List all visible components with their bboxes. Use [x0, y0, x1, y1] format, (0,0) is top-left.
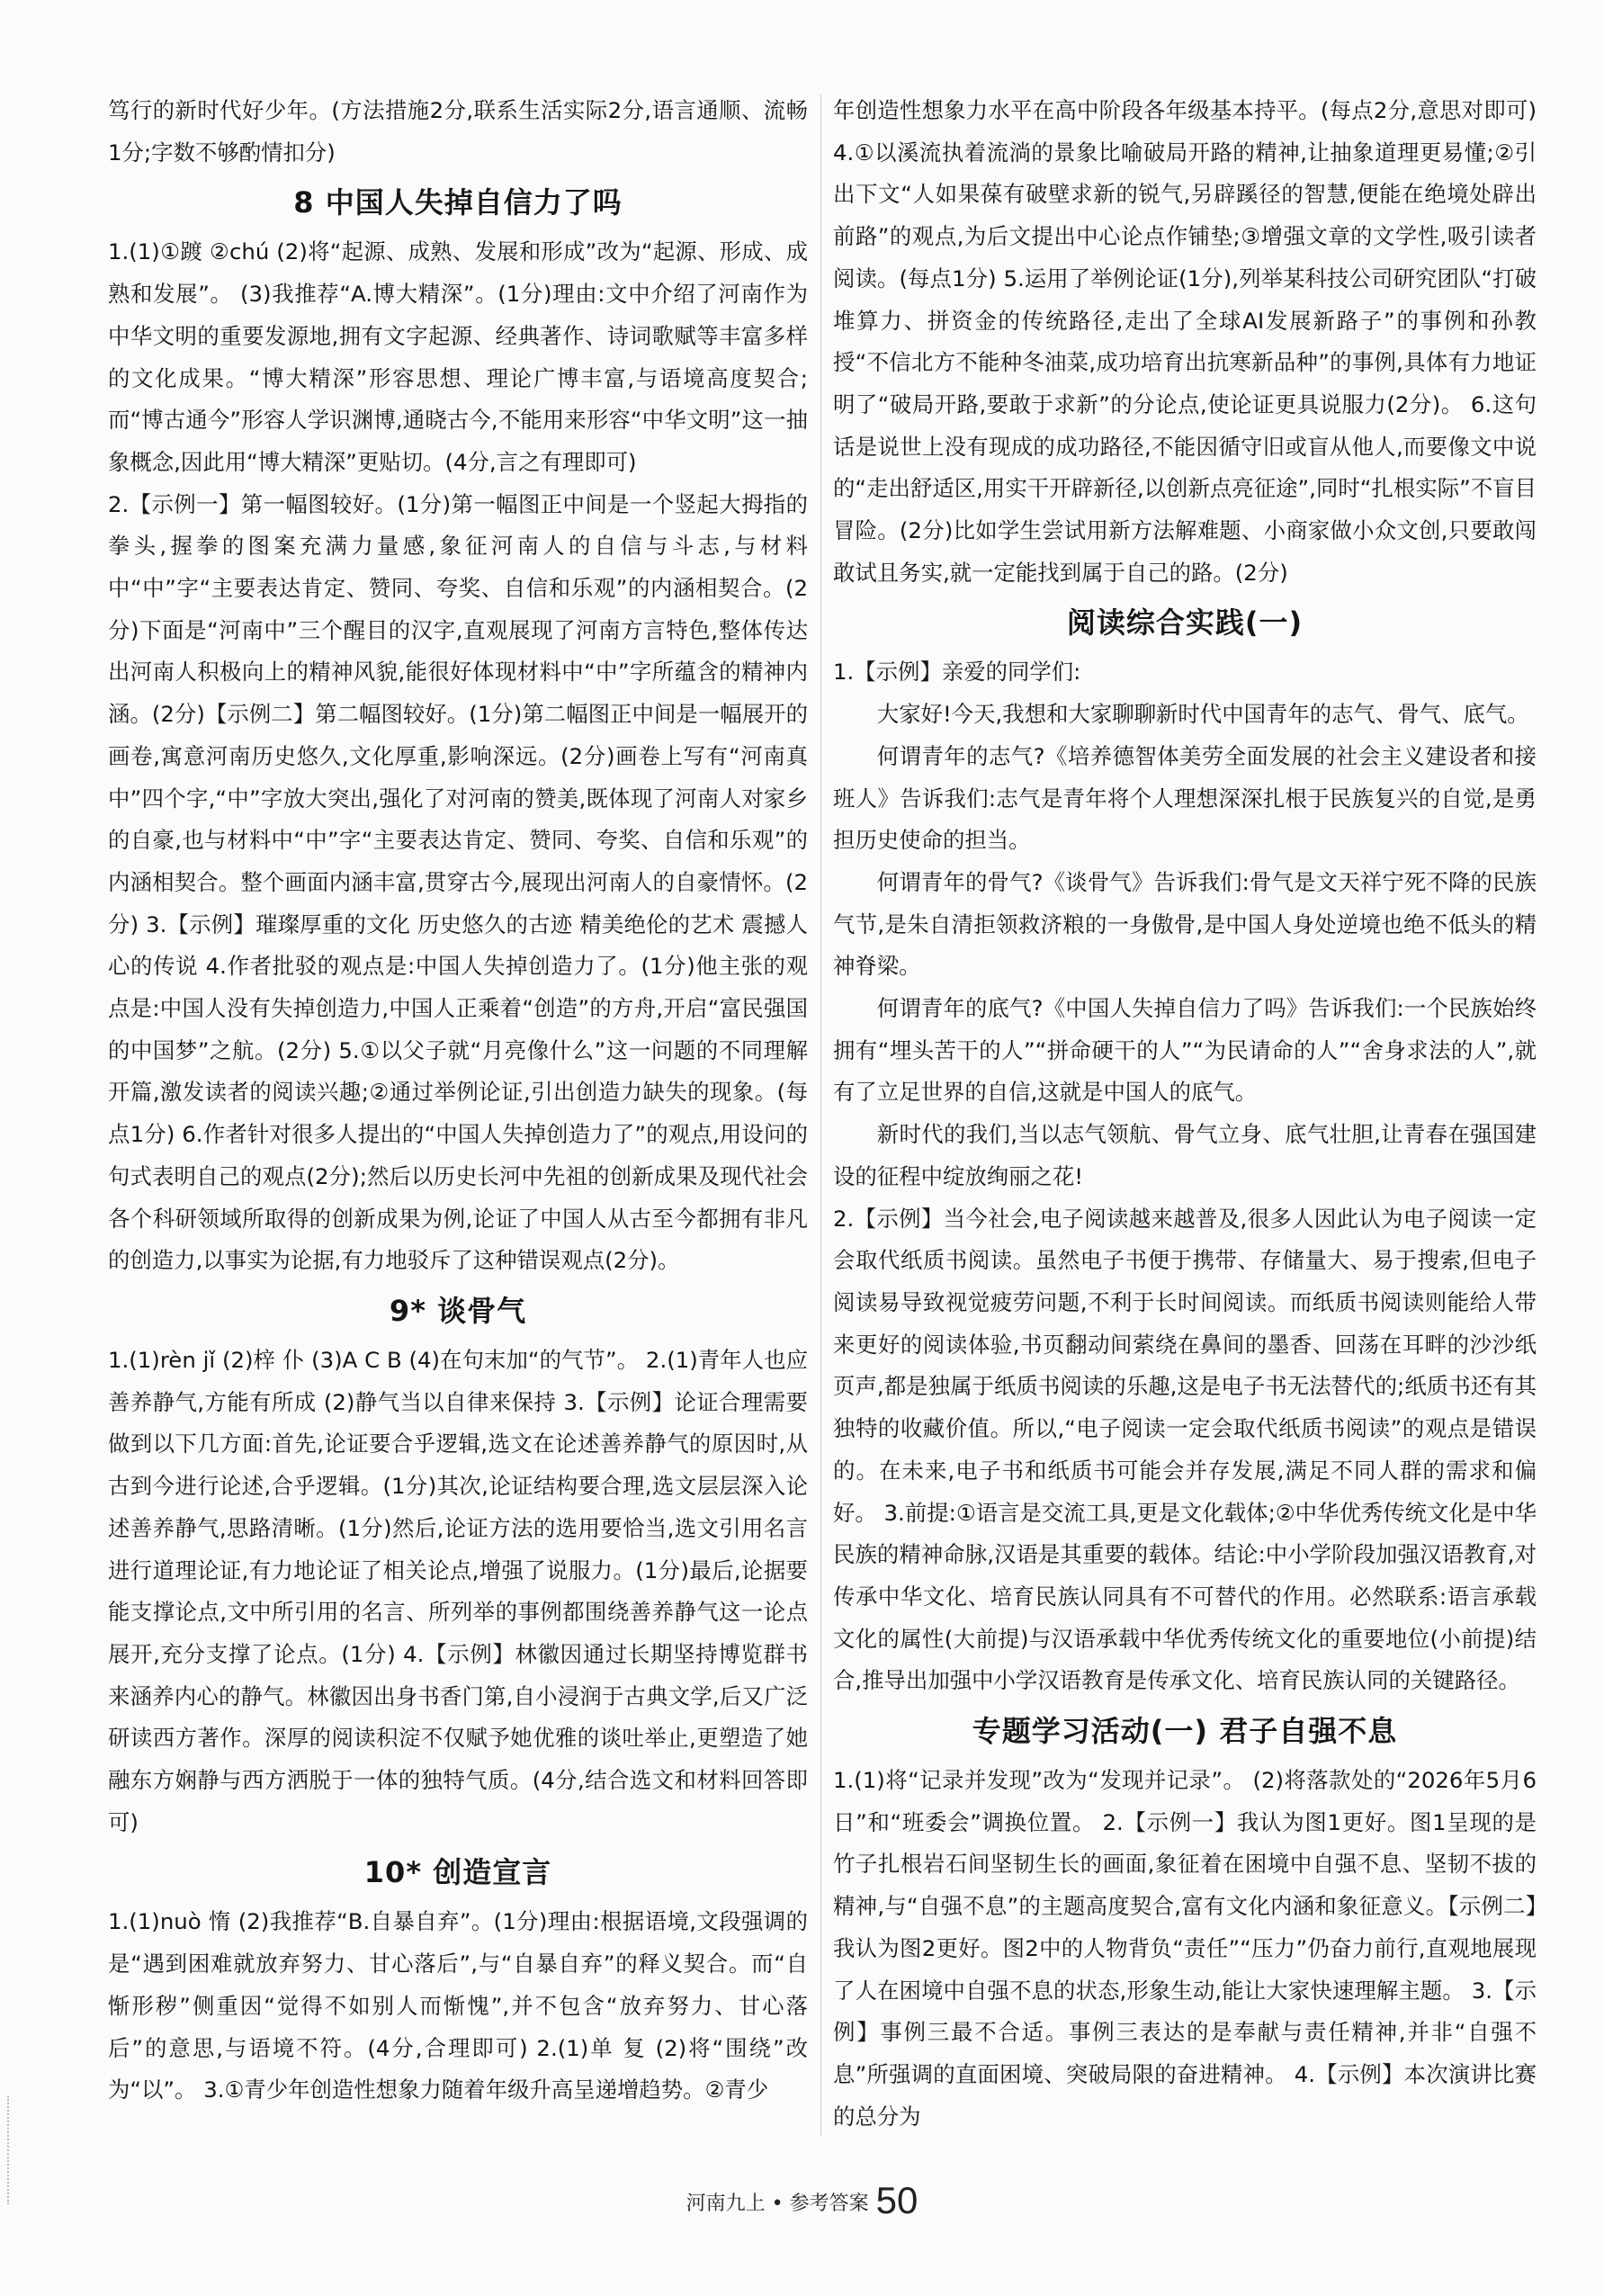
- footer-text: 河南九上 • 参考答案: [686, 2193, 869, 2215]
- reading-answer-2-3: 2.【示例】当今社会,电子阅读越来越普及,很多人因此认为电子阅读一定会取代纸质书阅读。虽然电子书便于携带、存储量大、易于搜索,但电子阅读易导致视觉疲劳问题,不利于长时间阅读。而纸质书阅读则能给人带来更好的阅读体验,书页翻动间萦绕在鼻间的墨香、回荡在耳畔的沙沙纸页声,都是独属于纸质书阅读的乐趣,这是电子书无法替代的;纸质书还有其独特的收藏价值。所以,“电子阅读一定会取代纸质书阅读”的观点是错误的。在未来,电子书和纸质书可能会并存发展,满足不同人群的需求和偏好。 3.前提:①语言是交流工具,更是文化载体;②中华优秀传统文化是中华民族的精神命脉,汉语是其重要的载体。结论:中小学阶段加强汉语教育,对传承中华文化、培育民族认同具有不可替代的作用。必然联系:语言承载文化的属性(大前提)与汉语承载中华优秀传统文化的重要地位(小前提)结合,推导出加强中小学汉语教育是传承文化、培育民族认同的关键路径。: [833, 1205, 1537, 1694]
- speech-paragraph: 大家好!今天,我想和大家聊聊新时代中国青年的志气、骨气、底气。: [876, 701, 1529, 728]
- topic-activity-paragraph: 1.(1)将“记录并发现”改为“发现并记录”。 (2)将落款处的“2026年5月6日”和“班委会”调换位置。 2.【示例一】我认为图1更好。图1呈现的是竹子扎根岩石间坚韧生长的画面,象征着在困境中自强不息、坚韧不拔的精神,与“自强不息”的主题高度契合,富有文化内涵和象征意义。【示例二】我认为图2更好。图2中的人物背负“责任”“压力”仍奋力前行,直观地展现了人在困境中自强不息的状态,形象生动,能让大家快速理解主题。 3.【示例】事例三最不合适。事例三表达的是奉献与责任精神,并非“自强不息”所强调的直面困境、突破局限的奋进精神。 4.【示例】本次演讲比赛的总分为: [833, 1767, 1537, 2130]
- continued-paragraph: 年创造性想象力水平在高中阶段各年级基本持平。(每点2分,意思对即可) 4.①以溪流执着流淌的景象比喻破局开路的精神,让抽象道理更易懂;②引出下文“人如果葆有破壁求新的锐气,另辟蹊径的智慧,便能在绝境处辟出前路”的观点,为后文提出中心论点作铺垫;③增强文章的文学性,吸引读者阅读。(每点1分) 5.运用了举例论证(1分),列举某科技公司研究团队“打破堆算力、拼资金的传统路径,走出了全球AI发展新路子”的事例和孙教授“不信北方不能种冬油菜,成功培育出抗寒新品种”的事例,具体有力地证明了“破局开路,要敢于求新”的分论点,使论证更具说服力(2分)。 6.这句话是说世上没有现成的成功路径,不能因循守旧或盲从他人,而要像文中说的“走出舒适区,用实干开辟新径,以创新点亮征途”,同时“扎根实际”不盲目冒险。(2分)比如学生尝试用新方法解难题、小商家做小众文创,只要敢闯敢试且务实,就一定能找到属于自己的路。(2分): [833, 97, 1537, 586]
- reading-answer-1: 1.【示例】亲爱的同学们:: [833, 659, 1081, 686]
- speech-paragraph: 何谓青年的志气?《培养德智体美劳全面发展的社会主义建设者和接班人》告诉我们:志气是青年将个人理想深深扎根于民族复兴的自觉,是勇担历史使命的担当。: [833, 742, 1537, 854]
- sec9-paragraph: 1.(1)rèn jǐ (2)梓 仆 (3)A C B (4)在句末加“的气节”。 2.(1)青年人也应善养静气,方能有所成 (2)静气当以自律来保持 3.【示例】论证合理需要做到以下几方面:首先,论证要合乎逻辑,选文在论述善养静气的原因时,从古到今进行论述,合乎逻辑。(1分)其次,论证结构要合理,选文层层深入论述善养静气,思路清晰。(1分)然后,论证方法的选用要恰当,选文引用名言进行道理论证,有力地论证了相关论点,增强了说服力。(1分)最后,论据要能支撑论点,文中所引用的名言、所列举的事例都围绕善养静气这一论点展开,充分支撑了论点。(1分) 4.【示例】林徽因通过长期坚持博览群书来涵养内心的静气。林徽因出身书香门第,自小浸润于古典文学,后又广泛研读西方著作。深厚的阅读积淀不仅赋予她优雅的谈吐举止,更塑造了她融东方娴静与西方洒脱于一体的独特气质。(4分,结合选文和材料回答即可): [108, 1346, 808, 1835]
- sec10-paragraph: 1.(1)nuò 惰 (2)我推荐“B.自暴自弃”。(1分)理由:根据语境,文段强调的是“遇到困难就放弃努力、甘心落后”,与“自暴自弃”的释义契合。而“自惭形秽”侧重因“觉得不如别人而惭愧”,并不包含“放弃努力、甘心落后”的意思,与语境不符。(4分,合理即可) 2.(1)单 复 (2)将“围绕”改为“以”。 3.①青少年创造性想象力随着年级升高呈递增趋势。②青少: [108, 1908, 808, 2103]
- page-footer: [0, 2179, 1604, 2222]
- topic-activity-title: 专题学习活动(一) 君子自强不息: [972, 1714, 1398, 1749]
- speech-paragraph: 新时代的我们,当以志气领航、骨气立身、底气壮胆,让青春在强国建设的征程中绽放绚丽之花!: [833, 1121, 1537, 1189]
- sec8-paragraph: 1.(1)①踱 ②chú (2)将“起源、成熟、发展和形成”改为“起源、形成、成熟和发展”。 (3)我推荐“A.博大精深”。(1分)理由:文中介绍了河南作为中华文明的重要发源地,拥有文字起源、经典著作、诗词歌赋等丰富多样的文化成果。“博大精深”形容思想、理论广博丰富,与语境高度契合;而“博古通今”形容人学识渊博,通晓古今,不能用来形容“中华文明”这一抽象概念,因此用“博大精深”更贴切。(4分,言之有理即可): [108, 238, 808, 475]
- speech-paragraph: 何谓青年的骨气?《谈骨气》告诉我们:骨气是文天祥宁死不降的民族气节,是朱自清拒领救济粮的一身傲骨,是中国人身处逆境也绝不低头的精神脊梁。: [833, 868, 1537, 980]
- right-column: [833, 90, 1537, 2138]
- reading-practice-title: 阅读综合实践(一): [1066, 605, 1304, 641]
- page-number: 50: [875, 2179, 918, 2221]
- section-8-title: 8 中国人失掉自信力了吗: [293, 185, 623, 220]
- column-divider: [820, 94, 821, 2137]
- speech-paragraph: 何谓青年的底气?《中国人失掉自信力了吗》告诉我们:一个民族始终拥有“埋头苦干的人”“拼命硬干的人”“为民请命的人”“舍身求法的人”,就有了立足世界的自信,这就是中国人的底气。: [833, 995, 1537, 1106]
- section-10-title: 10* 创造宣言: [363, 1855, 552, 1890]
- left-column: [108, 90, 808, 2112]
- section-9-title: 9* 谈骨气: [389, 1293, 527, 1328]
- sec8-paragraph: 2.【示例一】第一幅图较好。(1分)第一幅图正中间是一个竖起大拇指的拳头,握拳的图案充满力量感,象征河南人的自信与斗志,与材料中“中”字“主要表达肯定、赞同、夸奖、自信和乐观”的内涵相契合。(2分)下面是“河南中”三个醒目的汉字,直观展现了河南方言特色,整体传达出河南人积极向上的精神风貌,能很好体现材料中“中”字所蕴含的精神内涵。(2分)【示例二】第二幅图较好。(1分)第二幅图正中间是一幅展开的画卷,寓意河南历史悠久,文化厚重,影响深远。(2分)画卷上写有“河南真中”四个字,“中”字放大突出,强化了对河南的赞美,既体现了河南人对家乡的自豪,也与材料中“中”字“主要表达肯定、赞同、夸奖、自信和乐观”的内涵相契合。整个画面内涵丰富,贯穿古今,展现出河南人的自豪情怀。(2分) 3.【示例】璀璨厚重的文化 历史悠久的古迹 精美绝伦的艺术 震撼人心的传说 4.作者批驳的观点是:中国人失掉创造力了。(1分)他主张的观点是:中国人没有失掉创造力,中国人正乘着“创造”的方舟,开启“富民强国的中国梦”之航。(2分) 5.①以父子就“月亮像什么”这一问题的不同理解开篇,激发读者的阅读兴趣;②通过举例论证,引出创造力缺失的现象。(每点1分) 6.作者针对很多人提出的“中国人失掉创造力了”的观点,用设问的句式表明自己的观点(2分);然后以历史长河中先祖的创新成果及现代社会各个科研领域所取得的创新成果为例,论证了中国人从古至今都拥有非凡的创造力,以事实为论据,有力地驳斥了这种错误观点(2分)。: [108, 490, 808, 1274]
- intro-paragraph: 笃行的新时代好少年。(方法措施2分,联系生活实际2分,语言通顺、流畅1分;字数不够酌情扣分): [108, 97, 808, 166]
